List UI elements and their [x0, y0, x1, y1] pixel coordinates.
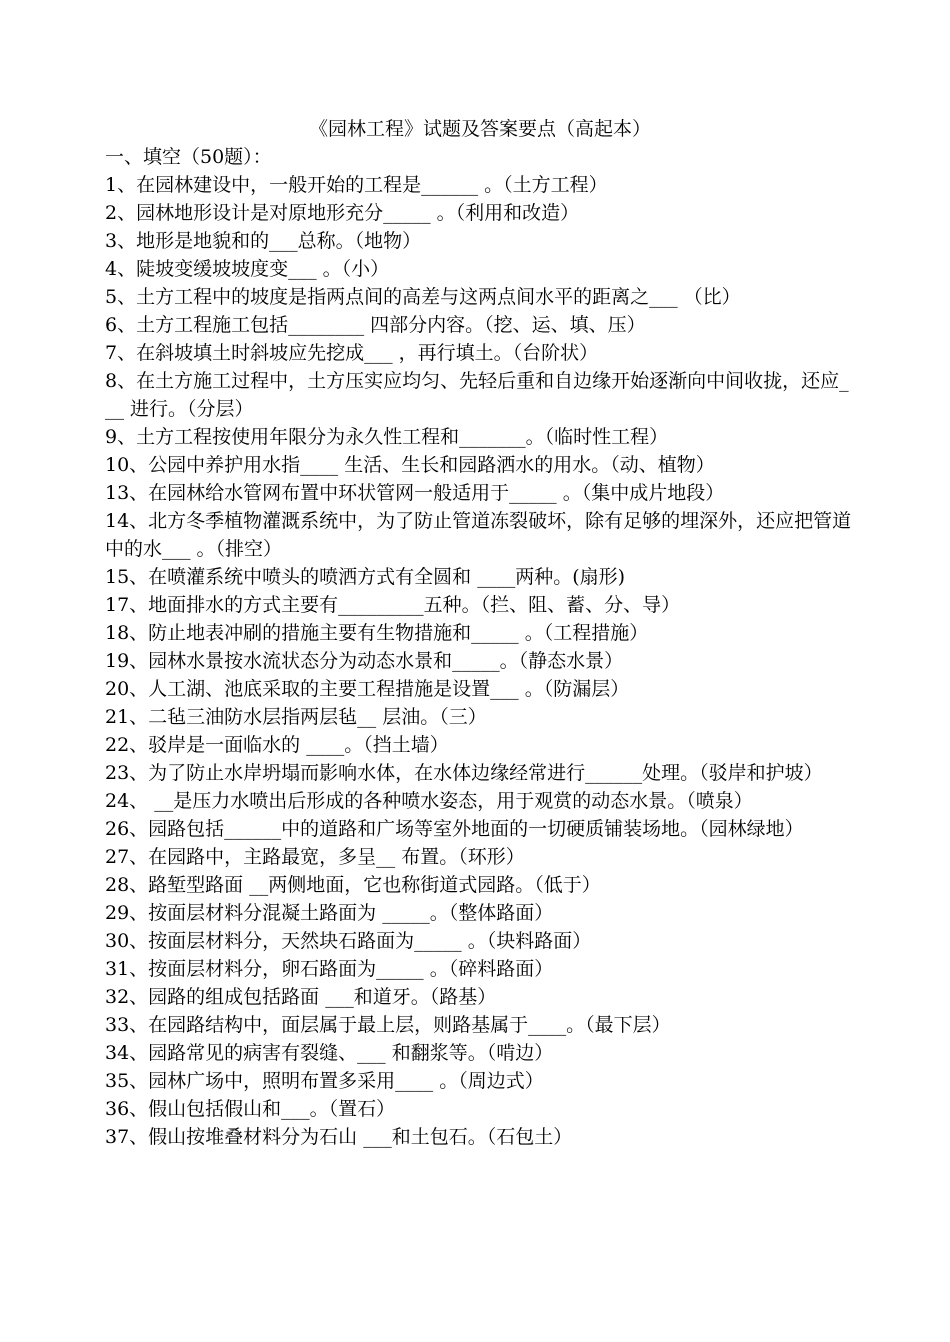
question-item: 31、按面层材料分，卵石路面为_____ 。（碎料路面）	[105, 958, 554, 980]
question-item: 1、在园林建设中，一般开始的工程是______ 。（土方工程）	[105, 174, 608, 196]
question-item: 6、土方工程施工包括________ 四部分内容。（挖、运、填、压）	[105, 314, 646, 336]
question-item: 5、土方工程中的坡度是指两点间的高差与这两点间水平的距离之___ （比）	[105, 286, 741, 308]
question-item: 29、按面层材料分混凝土路面为 _____。（整体路面）	[105, 902, 554, 924]
question-item: 3、地形是地貌和的___总称。（地物）	[105, 230, 422, 252]
question-item: 24、 __是压力水喷出后形成的各种喷水姿态，用于观赏的动态水景。（喷泉）	[105, 790, 753, 812]
question-item: 13、在园林给水管网布置中环状管网一般适用于_____ 。（集中成片地段）	[105, 482, 725, 504]
question-item: 2、园林地形设计是对原地形充分_____ 。（利用和改造）	[105, 202, 580, 224]
question-item: 26、园路包括______中的道路和广场等室外地面的一切硬质铺装场地。（园林绿地）	[105, 818, 804, 840]
question-item: 27、在园路中，主路最宽，多呈__ 布置。（环形）	[105, 846, 525, 868]
question-item: 22、驳岸是一面临水的 ____。（挡土墙）	[105, 734, 449, 756]
question-item: 21、二毡三油防水层指两层毡__ 层油。（三）	[105, 706, 487, 728]
question-item: 32、园路的组成包括路面 ___和道牙。（路基）	[105, 986, 497, 1008]
question-item: 15、在喷灌系统中喷头的喷洒方式有全圆和 ____两种。(扇形)	[105, 566, 626, 588]
question-item: 36、假山包括假山和___。（置石）	[105, 1098, 396, 1120]
document-page	[105, 115, 855, 1151]
question-item: 19、园林水景按水流状态分为动态水景和_____。（静态水景）	[105, 650, 624, 672]
question-item: 30、按面层材料分，天然块石路面为_____ 。（块料路面）	[105, 930, 592, 952]
question-item: 10、公园中养护用水指____ 生活、生长和园路洒水的用水。（动、植物）	[105, 454, 715, 476]
question-item: 37、假山按堆叠材料分为石山 ___和土包石。（石包土）	[105, 1126, 573, 1148]
question-item: 33、在园路结构中，面层属于最上层，则路基属于____。（最下层）	[105, 1014, 671, 1036]
question-item: 20、人工湖、池底采取的主要工程措施是设置___ 。（防漏层）	[105, 678, 630, 700]
document-title: 《园林工程》试题及答案要点（高起本）	[308, 118, 651, 140]
question-item: 23、为了防止水岸坍塌而影响水体，在水体边缘经常进行______处理。（驳岸和护坡）	[105, 762, 823, 784]
question-item: 14、北方冬季植物灌溉系统中，为了防止管道冻裂破坏，除有足够的埋深外，还应把管道中的水___ 。（排空）	[105, 510, 852, 560]
question-item: 34、园路常见的病害有裂缝、___ 和翻浆等。（啃边）	[105, 1042, 554, 1064]
section-heading: 一、填空（50题）：	[105, 146, 272, 168]
question-item: 35、园林广场中，照明布置多采用____ 。（周边式）	[105, 1070, 544, 1092]
question-item: 7、在斜坡填土时斜坡应先挖成___ ，再行填土。（台阶状）	[105, 342, 599, 364]
question-item: 18、防止地表冲刷的措施主要有生物措施和_____ 。（工程措施）	[105, 622, 649, 644]
question-list	[105, 171, 855, 1151]
question-item: 28、路堑型路面 __两侧地面，它也称街道式园路。（低于）	[105, 874, 601, 896]
question-item: 9、土方工程按使用年限分为永久性工程和_______。（临时性工程）	[105, 426, 669, 448]
question-item: 8、在土方施工过程中，土方压实应均匀、先轻后重和自边缘开始逐渐向中间收拢，还应___ 进行。（分层）	[105, 370, 849, 420]
question-item: 4、陡坡变缓坡坡度变___ 。（小）	[105, 258, 390, 280]
question-item: 17、地面排水的方式主要有_________五种。（拦、阻、蓄、分、导）	[105, 594, 681, 616]
